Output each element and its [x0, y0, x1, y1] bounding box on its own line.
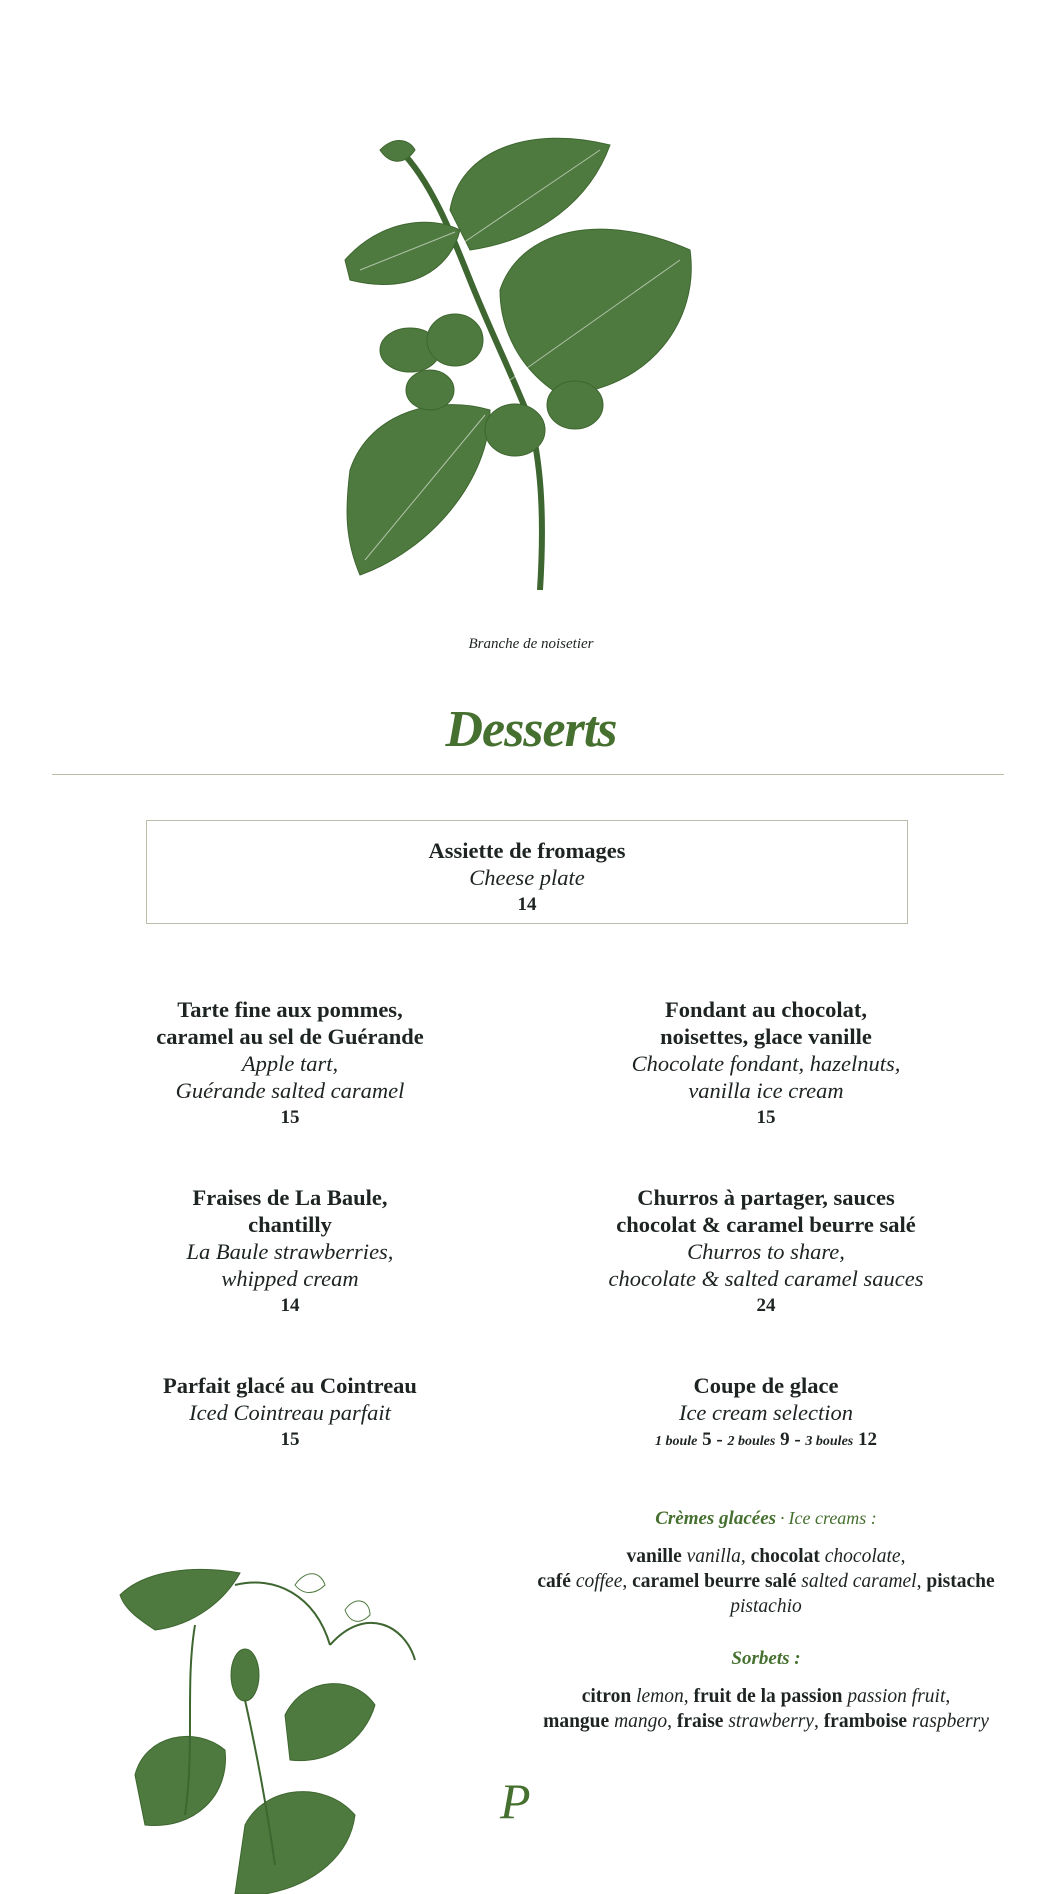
sorbets-heading: [531, 1648, 1001, 1670]
item-name-fr: chocolat & caramel beurre salé: [616, 1212, 916, 1237]
item-name-fr: Assiette de fromages: [428, 838, 626, 863]
item-name-en: vanilla ice cream: [688, 1078, 844, 1103]
flavour-en: raspberry: [911, 1711, 989, 1732]
item-name-en: Iced Cointreau parfait: [189, 1400, 391, 1425]
section-heading: Sorbets :: [731, 1648, 801, 1669]
flavour-en: strawberry: [728, 1711, 814, 1732]
flavour-fr: fraise: [676, 1711, 724, 1732]
item-name-fr: Fraises de La Baule,: [192, 1185, 388, 1210]
item-price: 15: [280, 1107, 300, 1128]
item-price: 15: [756, 1107, 776, 1128]
item-name-en: Churros to share,: [687, 1239, 845, 1264]
item-name-en: Guérande salted caramel: [175, 1078, 405, 1103]
geranium-illustration: [115, 1565, 455, 1894]
item-name-en: chocolate & salted caramel sauces: [608, 1266, 924, 1291]
menu-item-apple-tart: [55, 996, 525, 1132]
item-name-en: La Baule strawberries,: [186, 1239, 394, 1264]
flavour-en: passion fruit: [847, 1686, 946, 1707]
section-heading-en: Ice creams :: [788, 1508, 877, 1528]
item-name-fr: Coupe de glace: [693, 1373, 839, 1398]
item-name-en: Apple tart,: [241, 1051, 339, 1076]
price-value: 12: [857, 1429, 877, 1450]
divider: [52, 774, 1004, 775]
price-value: 9: [780, 1429, 790, 1450]
ice-creams-heading: [531, 1508, 1001, 1530]
section-heading-fr: Crèmes glacées: [655, 1508, 777, 1529]
page-title: Desserts: [445, 701, 617, 758]
flavour-fr: café: [537, 1571, 571, 1592]
hazelnut-branch-illustration: [340, 120, 720, 600]
price-separator: -: [794, 1429, 801, 1450]
sorbet-flavours: citron lemon, fruit de la passion passion fruit, mangue mango, fraise strawberry, framboise raspberry: [543, 1686, 989, 1732]
item-price: 14: [517, 894, 537, 915]
flavour-en: vanilla: [686, 1546, 741, 1567]
item-name-en: Ice cream selection: [678, 1400, 854, 1425]
flavour-fr: pistache: [926, 1571, 995, 1592]
item-name-fr: noisettes, glace vanille: [660, 1024, 872, 1049]
price-label: 1 boule: [655, 1434, 698, 1449]
flavour-en: lemon: [636, 1686, 684, 1707]
item-name-fr: Fondant au chocolat,: [665, 997, 867, 1022]
flavour-fr: vanille: [626, 1546, 682, 1567]
ice-cream-flavours: vanille vanilla, chocolat chocolate, café coffee, caramel beurre salé salted caramel, pistache pistachio: [537, 1546, 995, 1617]
flavour-fr: chocolat: [750, 1546, 820, 1567]
flavour-en: chocolate: [824, 1546, 901, 1567]
price-separator: -: [716, 1429, 723, 1450]
price-label: 2 boules: [727, 1434, 776, 1449]
flavour-en: salted caramel: [801, 1571, 917, 1592]
menu-item-strawberries: [55, 1184, 525, 1320]
flavour-fr: mangue: [543, 1711, 610, 1732]
menu-item-chocolate-fondant: [531, 996, 1001, 1132]
item-name-fr: Tarte fine aux pommes,: [177, 997, 403, 1022]
item-name-fr: Parfait glacé au Cointreau: [163, 1373, 417, 1398]
price-label: 3 boules: [805, 1434, 854, 1449]
item-name-en: Cheese plate: [469, 865, 585, 890]
item-name-en: Chocolate fondant, hazelnuts,: [631, 1051, 901, 1076]
flavour-en: coffee: [575, 1571, 623, 1592]
item-price: 14: [280, 1295, 300, 1316]
flavour-fr: fruit de la passion: [693, 1686, 843, 1707]
flavour-fr: citron: [581, 1686, 632, 1707]
item-price: 24: [756, 1295, 776, 1316]
menu-item-ice-cream-selection: [531, 1372, 1001, 1456]
price-value: 5: [702, 1429, 712, 1450]
item-name-en: whipped cream: [221, 1266, 359, 1291]
item-price: 15: [280, 1429, 300, 1450]
flavour-fr: caramel beurre salé: [632, 1571, 797, 1592]
flavour-en: pistachio: [730, 1596, 802, 1617]
flavour-en: mango: [614, 1711, 668, 1732]
item-name-fr: caramel au sel de Guérande: [156, 1024, 424, 1049]
item-name-fr: Churros à partager, sauces: [637, 1185, 895, 1210]
flavour-fr: framboise: [823, 1711, 908, 1732]
menu-item-parfait: [55, 1372, 525, 1454]
item-name-fr: chantilly: [248, 1212, 332, 1237]
ice-cream-prices: [531, 1426, 1001, 1456]
heading-dot: ·: [780, 1508, 785, 1528]
cheese-plate-box: [146, 820, 908, 924]
menu-item-churros: [531, 1184, 1001, 1320]
page-monogram: P: [500, 1773, 531, 1829]
illustration-caption: Branche de noisetier: [468, 636, 594, 652]
